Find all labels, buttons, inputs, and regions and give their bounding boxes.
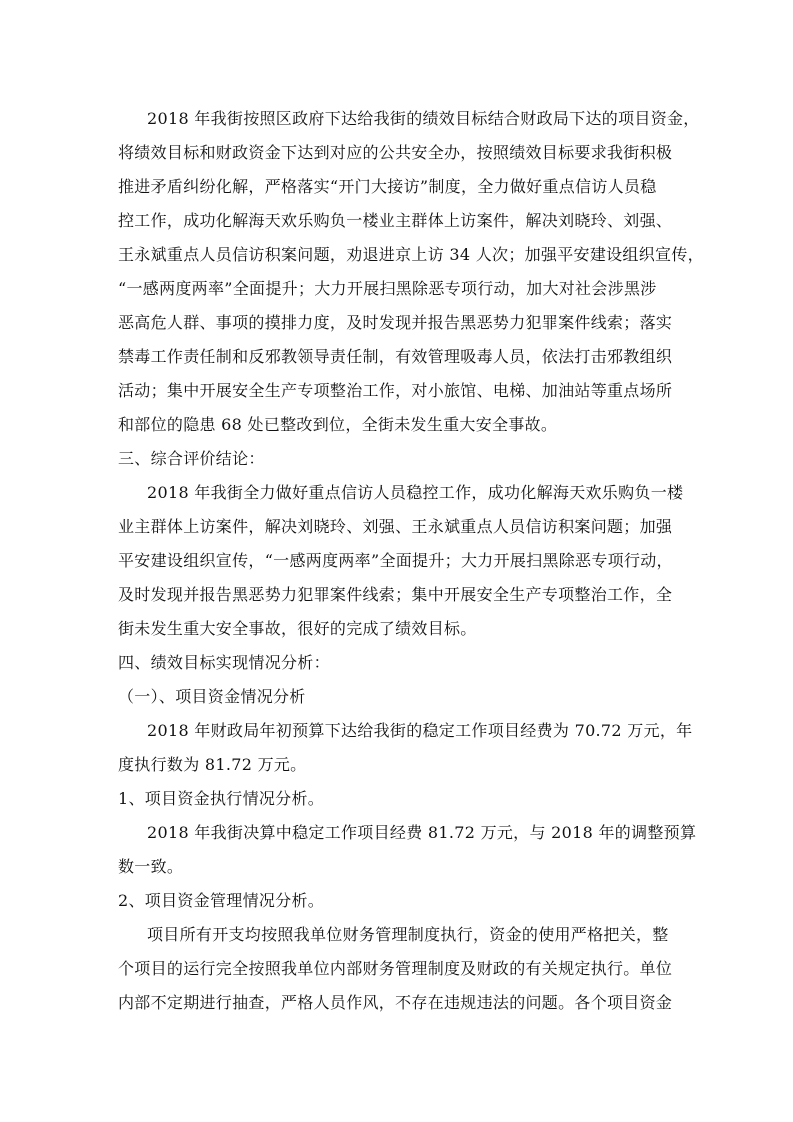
section-heading-4: 四、绩效目标实现情况分析：: [118, 653, 330, 672]
text-line-13: 业主群体上访案件，解决刘晓玲、刘强、王永斌重点人员信访积案问题；加强: [118, 517, 673, 536]
item-heading-1: 1、项目资金执行情况分析。: [118, 789, 325, 808]
text-line-5: 王永斌重点人员信访积案问题，劝退进京上访 34 人次；加强平安建设组织宣传，: [118, 245, 704, 264]
text-line-8: 禁毒工作责任制和反邪教领导责任制，有效管理吸毒人员，依法打击邪教组织: [118, 347, 673, 366]
text-line-10: 和部位的隐患 68 处已整改到位，全街未发生重大安全事故。: [118, 415, 558, 434]
text-line-25: 项目所有开支均按照我单位财务管理制度执行，资金的使用严格把关，整: [147, 925, 669, 944]
text-line-9: 活动；集中开展安全生产专项整治工作，对小旅馆、电梯、加油站等重点场所: [118, 381, 673, 400]
text-line-6: “一感两度两率”全面提升；大力开展扫黑除恶专项行动，加大对社会涉黑涉: [118, 279, 657, 298]
text-line-2: 将绩效目标和财政资金下达到对应的公共安全办，按照绩效目标要求我街积极: [118, 143, 673, 162]
text-line-26: 个项目的运行完全按照我单位内部财务管理制度及财政的有关规定执行。单位: [118, 959, 673, 978]
text-line-3: 推进矛盾纠纷化解，严格落实“开门大接访”制度，全力做好重点信访人员稳: [118, 177, 657, 196]
text-line-7: 恶高危人群、事项的摸排力度，及时发现并报告黑恶势力犯罪案件线索；落实: [118, 313, 673, 332]
text-line-14: 平安建设组织宣传，“一感两度两率”全面提升；大力开展扫黑除恶专项行动，: [118, 551, 673, 570]
text-line-22: 2018 年我街决算中稳定工作项目经费 81.72 万元，与 2018 年的调整预算: [147, 823, 697, 842]
subsection-heading-1: （一）、项目资金情况分析: [118, 687, 306, 706]
text-line-16: 街未发生重大安全事故，很好的完成了绩效目标。: [118, 619, 477, 638]
item-heading-2: 2、项目资金管理情况分析。: [118, 891, 325, 910]
text-line-20: 度执行数为 81.72 万元。: [118, 755, 307, 774]
text-line-27: 内部不定期进行抽查，严格人员作风，不存在违规违法的问题。各个项目资金: [118, 993, 673, 1012]
text-line-12: 2018 年我街全力做好重点信访人员稳控工作，成功化解海天欢乐购负一楼: [147, 483, 684, 502]
text-line-15: 及时发现并报告黑恶势力犯罪案件线索；集中开展安全生产专项整治工作，全: [118, 585, 673, 604]
text-line-23: 数一致。: [118, 857, 184, 876]
text-line-19: 2018 年财政局年初预算下达给我街的稳定工作项目经费为 70.72 万元，年: [147, 721, 693, 740]
text-line-1: 2018 年我街按照区政府下达给我街的绩效目标结合财政局下达的项目资金，: [147, 109, 700, 128]
text-line-4: 控工作，成功化解海天欢乐购负一楼业主群体上访案件，解决刘晓玲、刘强、: [118, 211, 673, 230]
section-heading-3: 三、综合评价结论：: [118, 449, 265, 468]
